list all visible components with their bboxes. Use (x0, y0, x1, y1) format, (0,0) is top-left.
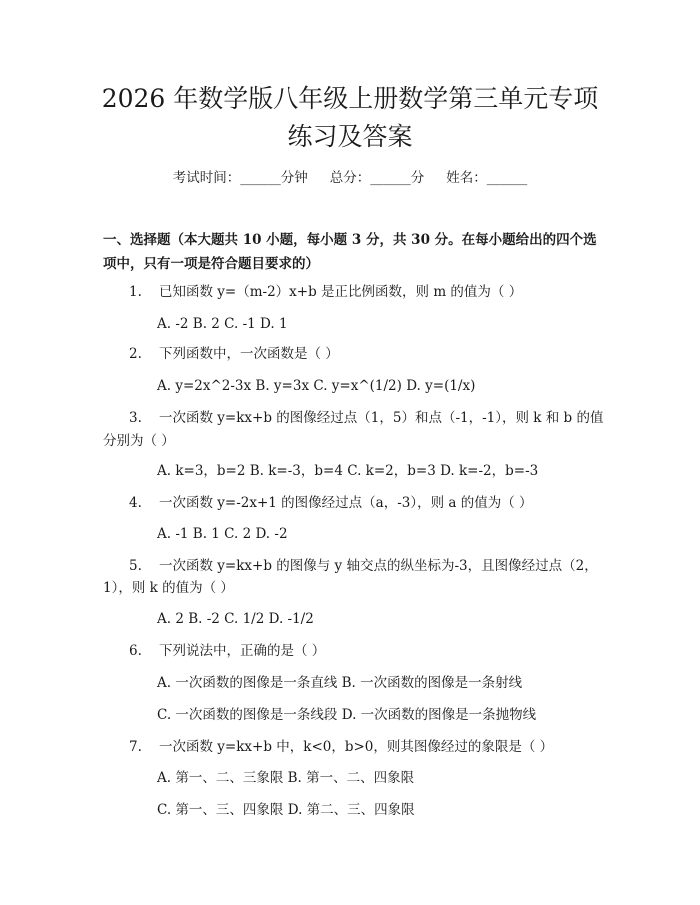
question-number: 6. (129, 643, 142, 659)
question-6 (129, 641, 325, 661)
question-text: 下列说法中，正确的是（ ） (159, 643, 326, 659)
question-number: 3. (129, 410, 142, 426)
question-6-options-row-1: A. 一次函数的图像是一条直线 B. 一次函数的图像是一条射线 (157, 675, 523, 691)
section-heading-line-2: 项中，只有一项是符合题目要求的） (103, 256, 319, 272)
page-title-line-1: 2026 年数学版八年级上册数学第三单元专项 (101, 84, 599, 113)
section-heading-line-1: 一、选择题（本大题共 10 小题，每小题 3 分，共 30 分。在每小题给出的四个选 (103, 232, 597, 248)
question-5-continuation: 1），则 k 的值为（ ） (103, 580, 234, 596)
question-3 (129, 408, 603, 428)
question-text: 下列函数中，一次函数是（ ） (159, 346, 339, 362)
question-7-options-row-1: A. 第一、二、三象限 B. 第一、二、四象限 (157, 770, 415, 786)
question-7 (129, 737, 553, 757)
question-3-options: A. k=3，b=2 B. k=-3，b=4 C. k=2，b=3 D. k=-2，b=-3 (157, 463, 539, 479)
question-number: 2. (129, 346, 142, 362)
question-6-options-row-2: C. 一次函数的图像是一条线段 D. 一次函数的图像是一条抛物线 (157, 707, 537, 723)
page-title-line-2: 练习及答案 (287, 122, 413, 151)
question-1 (129, 282, 522, 302)
question-2-options: A. y=2x^2-3x B. y=3x C. y=x^(1/2) D. y=(1/x) (157, 378, 476, 394)
question-text: 一次函数 y=kx+b 的图像经过点（1，5）和点（-1，-1），则 k 和 b 的值 (159, 410, 604, 426)
question-4 (129, 493, 533, 513)
question-3-continuation: 分别为（ ） (103, 433, 175, 449)
question-2 (129, 344, 339, 364)
total-score-label: 总分：______分 (329, 170, 425, 186)
question-text: 已知函数 y=（m-2）x+b 是正比例函数，则 m 的值为（ ） (159, 284, 523, 300)
question-5 (129, 556, 598, 576)
question-text: 一次函数 y=-2x+1 的图像经过点（a，-3），则 a 的值为（ ） (159, 495, 533, 511)
question-number: 4. (129, 495, 142, 511)
exam-time-label: 考试时间：______分钟 (172, 170, 308, 186)
question-number: 5. (129, 558, 142, 574)
question-number: 1. (129, 284, 142, 300)
question-4-options: A. -1 B. 1 C. 2 D. -2 (157, 526, 288, 542)
question-1-options: A. -2 B. 2 C. -1 D. 1 (157, 316, 288, 332)
student-name-label: 姓名：______ (446, 170, 528, 186)
question-number: 7. (129, 739, 142, 755)
question-5-options: A. 2 B. -2 C. 1/2 D. -1/2 (157, 611, 314, 627)
question-text: 一次函数 y=kx+b 的图像与 y 轴交点的纵坐标为-3，且图像经过点（2， (159, 558, 598, 574)
question-text: 一次函数 y=kx+b 中，k<0，b>0，则其图像经过的象限是（ ） (159, 739, 554, 755)
question-7-options-row-2: C. 第一、三、四象限 D. 第二、三、四象限 (157, 802, 415, 818)
exam-meta (0, 168, 700, 188)
section-heading (103, 228, 603, 276)
